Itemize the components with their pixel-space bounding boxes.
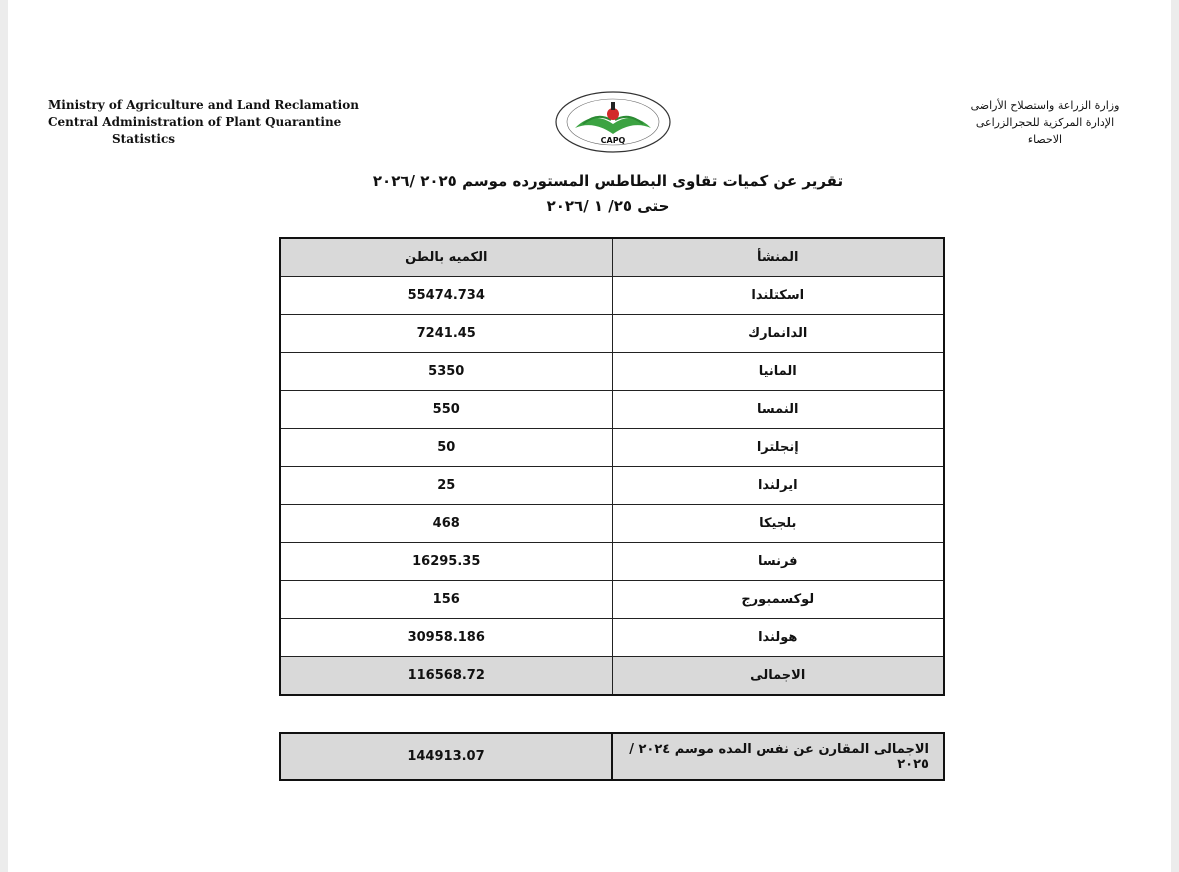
table-row [280,505,944,543]
comparison-row [280,733,944,780]
table-row [280,391,944,429]
header-quantity: الكميه بالطن [280,238,612,277]
comparison-value: 144913.07 [280,733,612,780]
document-page [8,0,1171,872]
ministry-name-en: Ministry of Agriculture and Land Reclamation [48,98,359,112]
origin-cell: اسكتلندا [612,277,944,315]
department-name-en: Statistics [112,132,176,146]
table-row [280,353,944,391]
header-origin: المنشأ [612,238,944,277]
origin-cell: بلجيكا [612,505,944,543]
quantity-cell: 16295.35 [280,543,612,581]
origin-cell: المانيا [612,353,944,391]
capq-logo [553,90,673,154]
logo-text: CAPQ [600,136,626,145]
table-row [280,619,944,657]
header-arabic [955,97,1135,148]
quantity-cell: 7241.45 [280,315,612,353]
imports-table [279,237,945,696]
table-header-row [280,238,944,277]
table-total-row [280,657,944,696]
origin-cell: لوكسمبورج [612,581,944,619]
quantity-cell: 468 [280,505,612,543]
table-row [280,543,944,581]
comparison-table [279,732,945,781]
quantity-cell: 55474.734 [280,277,612,315]
origin-cell: فرنسا [612,543,944,581]
department-name-ar: الاحصاء [1027,133,1063,146]
quantity-cell: 5350 [280,353,612,391]
report-title: تقرير عن كميات تقاوى البطاطس المستورده موسم ٢٠٢٥ /٢٠٢٦ [372,172,844,190]
table-row [280,581,944,619]
origin-cell: النمسا [612,391,944,429]
origin-cell: الدانمارك [612,315,944,353]
header-english [48,97,359,148]
report-date: حتى ٢٥/ ١ /٢٠٢٦ [546,197,670,215]
origin-cell: ايرلندا [612,467,944,505]
total-label: الاجمالى [612,657,944,696]
quantity-cell: 50 [280,429,612,467]
origin-cell: إنجلترا [612,429,944,467]
quantity-cell: 156 [280,581,612,619]
origin-cell: هولندا [612,619,944,657]
comparison-label: الاجمالى المقارن عن نفس المده موسم ٢٠٢٤ / ٢٠٢٥ [612,733,944,780]
table-row [280,429,944,467]
quantity-cell: 550 [280,391,612,429]
quantity-cell: 30958.186 [280,619,612,657]
quantity-cell: 25 [280,467,612,505]
administration-name-ar: الإدارة المركزية للحجرالزراعى [975,116,1115,129]
table-row [280,467,944,505]
table-row [280,315,944,353]
administration-name-en: Central Administration of Plant Quarantine [48,115,342,129]
total-value: 116568.72 [280,657,612,696]
table-row [280,277,944,315]
ministry-name-ar: وزارة الزراعة واستصلاح الأراضى [970,99,1120,112]
